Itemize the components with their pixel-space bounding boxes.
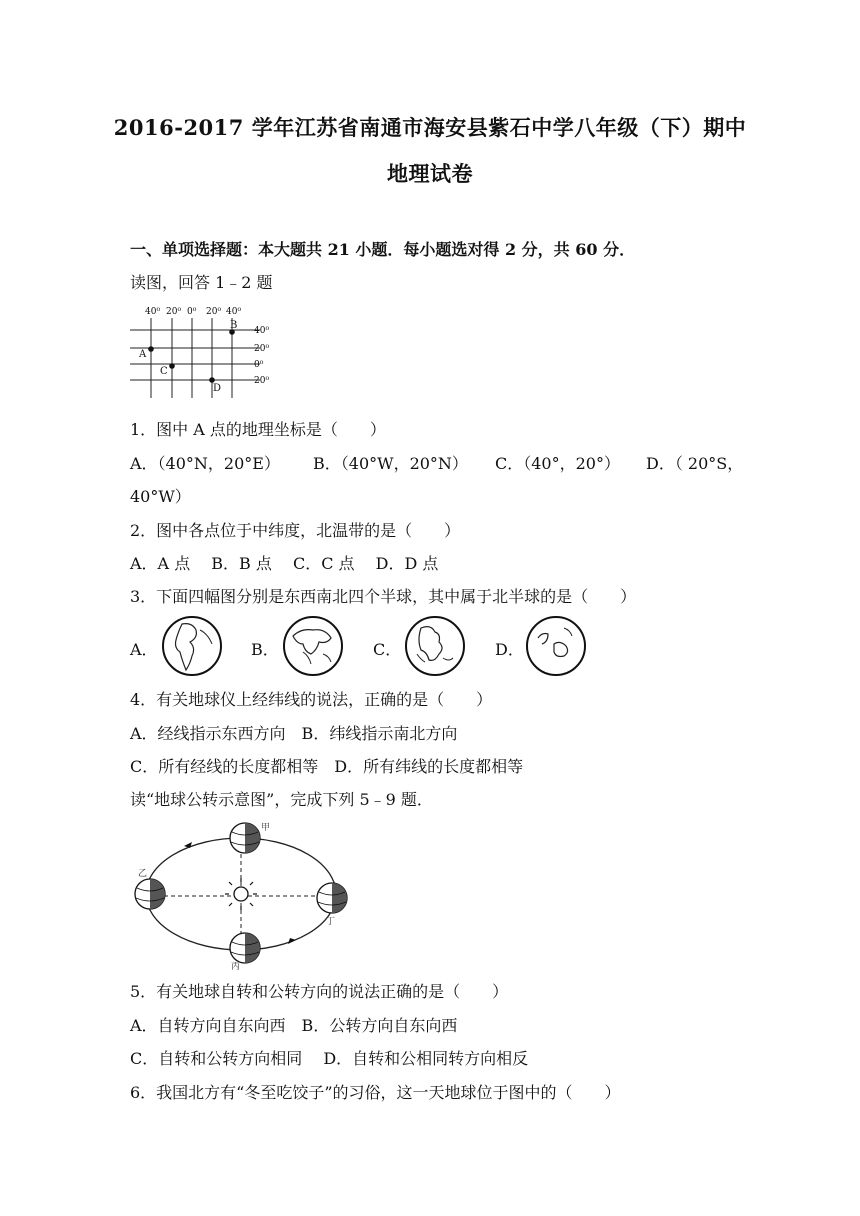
grid-right-label: 40⁰ <box>254 326 270 336</box>
q4-stem: 4．有关地球仪上经纬线的说法，正确的是（ ） <box>130 690 493 709</box>
intro-q5-9: 读“地球公转示意图”，完成下列 5﹣9 题． <box>130 790 433 809</box>
globe-d-image <box>524 614 588 678</box>
grid-point-label: D <box>213 383 222 394</box>
q2-stem: 2．图中各点位于中纬度，北温带的是（ ） <box>130 521 461 540</box>
grid-right-label: 20⁰ <box>254 344 270 354</box>
q1-option-d: D．（ 20°S， <box>646 454 744 473</box>
section-heading: 一、单项选择题：本大题共 21 小题．每小题选对得 2 分，共 60 分． <box>130 240 636 259</box>
q2-options: A．A 点 B．B 点 C．C 点 D．D 点 <box>130 554 439 573</box>
q3-label-c: C． <box>373 640 402 659</box>
sun-icon <box>234 887 248 901</box>
grid-point-c <box>169 363 175 369</box>
q4-options-ab: A．经线指示东西方向 B．纬线指示南北方向 <box>130 724 458 743</box>
q3-label-a: A． <box>130 640 158 659</box>
globe-a-image <box>160 614 224 678</box>
orbit-label-ding: 丁 <box>326 917 336 927</box>
orbit-label-bing: 丙 <box>231 962 241 972</box>
q5-stem: 5．有关地球自转和公转方向的说法正确的是（ ） <box>130 982 509 1001</box>
grid-point-a <box>148 346 154 352</box>
q1-option-b: B．（40°W，20°N） <box>313 454 468 473</box>
globe-b-image <box>281 614 345 678</box>
orbit-label-jia: 甲 <box>261 823 271 833</box>
lat-long-grid-figure <box>128 300 278 400</box>
intro-q1-2: 读图，回答 1﹣2 题 <box>130 273 273 292</box>
q1-stem: 1．图中 A 点的地理坐标是（ ） <box>130 420 386 439</box>
q3-stem: 3．下面四幅图分别是东西南北四个半球，其中属于北半球的是（ ） <box>130 587 637 606</box>
q6-stem: 6．我国北方有“冬至吃饺子”的习俗，这一天地球位于图中的（ ） <box>130 1083 621 1102</box>
grid-top-label: 0⁰ <box>187 307 197 317</box>
grid-top-label: 40⁰ <box>226 307 242 317</box>
grid-top-label: 20⁰ <box>206 307 222 317</box>
q5-options-ab: A．自转方向自东向西 B．公转方向自东向西 <box>130 1016 458 1035</box>
grid-top-label: 40⁰ <box>145 307 161 317</box>
q1-option-d-continued: 40°W） <box>130 487 191 506</box>
globe-c-image <box>403 614 467 678</box>
q3-label-d: D． <box>495 640 524 659</box>
earth-orbit-figure <box>128 816 356 972</box>
grid-point-label: C <box>160 366 168 377</box>
grid-point-label: A <box>139 349 147 360</box>
q3-label-b: B． <box>251 640 279 659</box>
orbit-label-yi: 乙 <box>138 869 148 879</box>
exam-title-line1: 2016-2017 学年江苏省南通市海安县紫石中学八年级（下）期中 <box>113 115 747 140</box>
q4-options-cd: C．所有经线的长度都相等 D．所有纬线的长度都相等 <box>130 757 524 776</box>
grid-point-label: B <box>230 320 238 331</box>
grid-top-label: 20⁰ <box>166 307 182 317</box>
exam-title-line2: 地理试卷 <box>387 161 473 186</box>
grid-right-label: 20⁰ <box>254 376 270 386</box>
q5-options-cd: C．自转和公转方向相同 D．自转和公相同转方向相反 <box>130 1049 529 1068</box>
q1-option-c: C．（40°，20°） <box>495 454 620 473</box>
grid-point-d <box>209 377 215 383</box>
grid-right-label: 0⁰ <box>254 360 264 370</box>
q1-option-a: A．（40°N，20°E） <box>130 454 280 473</box>
